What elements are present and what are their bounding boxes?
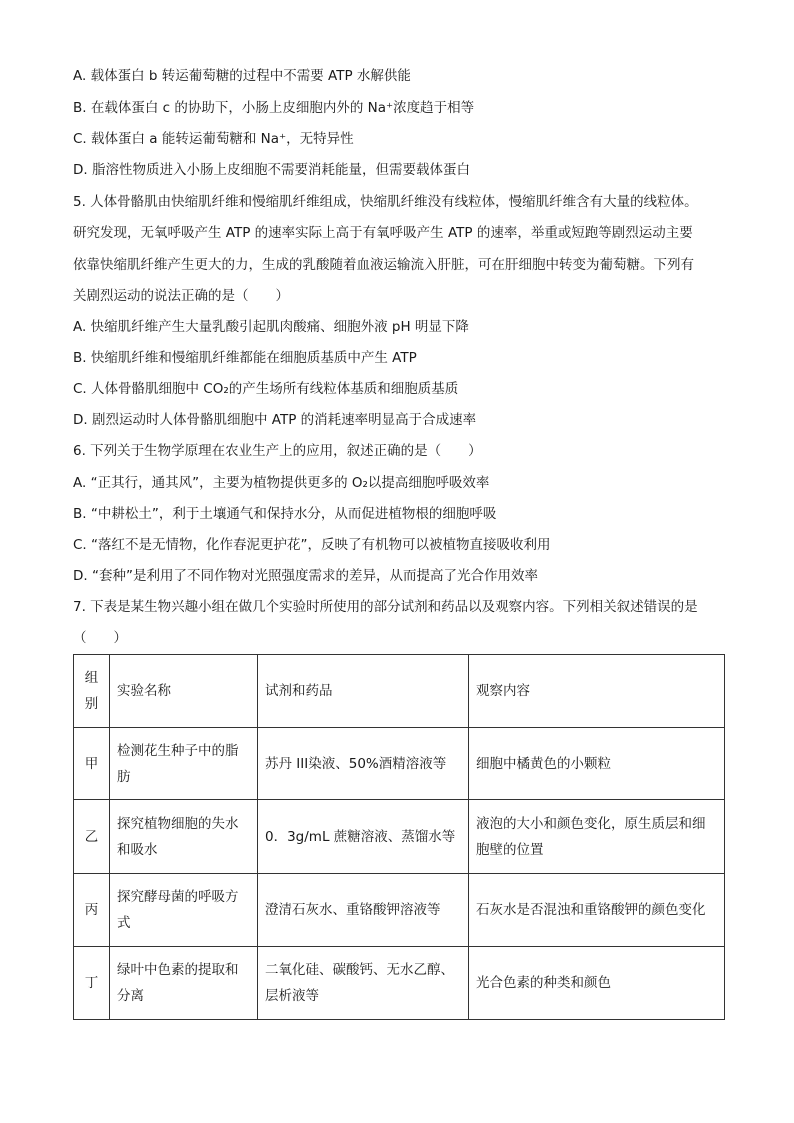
option-5d: D. 剧烈运动时人体骨骼肌细胞中 ATP 的消耗速率明显高于合成速率 (73, 412, 477, 428)
question-6: 6. 下列关于生物学原理在农业生产上的应用，叙述正确的是（ ） (73, 443, 482, 459)
option-4c: C. 载体蛋白 a 能转运葡萄糖和 Na⁺，无特异性 (73, 131, 354, 147)
cell-observation: 光合色素的种类和颜色 (469, 947, 725, 1020)
cell-reagents: 0．3g/mL 蔗糖溶液、蒸馏水等 (258, 800, 469, 874)
question-7-line-1: 7. 下表是某生物兴趣小组在做几个实验时所使用的部分试剂和药品以及观察内容。下列相关叙述错误的是 (73, 599, 698, 615)
table-row (74, 947, 725, 1020)
option-4d: D. 脂溶性物质进入小肠上皮细胞不需要消耗能量，但需要载体蛋白 (73, 162, 470, 178)
option-4b: B. 在载体蛋白 c 的协助下，小肠上皮细胞内外的 Na⁺浓度趋于相等 (73, 100, 475, 116)
table-header-row (74, 655, 725, 728)
experiment-table (73, 654, 725, 1020)
cell-group: 乙 (74, 800, 110, 874)
cell-observation: 石灰水是否混浊和重铬酸钾的颜色变化 (469, 874, 725, 947)
cell-experiment: 探究酵母菌的呼吸方式 (110, 874, 258, 947)
cell-group: 丙 (74, 874, 110, 947)
option-4a: A. 载体蛋白 b 转运葡萄糖的过程中不需要 ATP 水解供能 (73, 68, 411, 84)
option-6d: D. “套种”是利用了不同作物对光照强度需求的差异，从而提高了光合作用效率 (73, 568, 538, 584)
table-row (74, 728, 725, 800)
question-5-line-1: 5. 人体骨骼肌由快缩肌纤维和慢缩肌纤维组成，快缩肌纤维没有线粒体，慢缩肌纤维含有大量的线粒体。 (73, 194, 698, 210)
cell-experiment: 检测花生种子中的脂肪 (110, 728, 258, 800)
cell-reagents: 澄清石灰水、重铬酸钾溶液等 (258, 874, 469, 947)
cell-group: 甲 (74, 728, 110, 800)
question-5-line-3: 依靠快缩肌纤维产生更大的力，生成的乳酸随着血液运输流入肝脏，可在肝细胞中转变为葡萄糖。下列有 (73, 257, 694, 273)
table-row (74, 874, 725, 947)
table-row (74, 800, 725, 874)
header-reagents: 试剂和药品 (258, 655, 469, 728)
option-5c: C. 人体骨骼肌细胞中 CO₂的产生场所有线粒体基质和细胞质基质 (73, 381, 459, 397)
option-6b: B. “中耕松土”，利于土壤通气和保持水分，从而促进植物根的细胞呼吸 (73, 506, 497, 522)
cell-reagents: 二氧化硅、碳酸钙、无水乙醇、层析液等 (258, 947, 469, 1020)
cell-experiment: 探究植物细胞的失水和吸水 (110, 800, 258, 874)
cell-observation: 细胞中橘黄色的小颗粒 (469, 728, 725, 800)
option-5a: A. 快缩肌纤维产生大量乳酸引起肌肉酸痛、细胞外液 pH 明显下降 (73, 319, 469, 335)
option-6a: A. “正其行，通其风”，主要为植物提供更多的 O₂以提高细胞呼吸效率 (73, 475, 490, 491)
cell-group: 丁 (74, 947, 110, 1020)
question-5-line-4: 关剧烈运动的说法正确的是（ ） (73, 288, 289, 304)
question-5-line-2: 研究发现，无氧呼吸产生 ATP 的速率实际上高于有氧呼吸产生 ATP 的速率，举重或短跑等剧烈运动主要 (73, 225, 693, 241)
option-5b: B. 快缩肌纤维和慢缩肌纤维都能在细胞质基质中产生 ATP (73, 350, 417, 366)
question-7-line-2: （ ） (73, 630, 127, 646)
header-group: 组别 (74, 655, 110, 728)
cell-reagents: 苏丹 III染液、50%酒精溶液等 (258, 728, 469, 800)
option-6c: C. “落红不是无情物，化作春泥更护花”，反映了有机物可以被植物直接吸收利用 (73, 537, 551, 553)
cell-observation: 液泡的大小和颜色变化，原生质层和细胞壁的位置 (469, 800, 725, 874)
header-observation: 观察内容 (469, 655, 725, 728)
header-experiment: 实验名称 (110, 655, 258, 728)
cell-experiment: 绿叶中色素的提取和分离 (110, 947, 258, 1020)
